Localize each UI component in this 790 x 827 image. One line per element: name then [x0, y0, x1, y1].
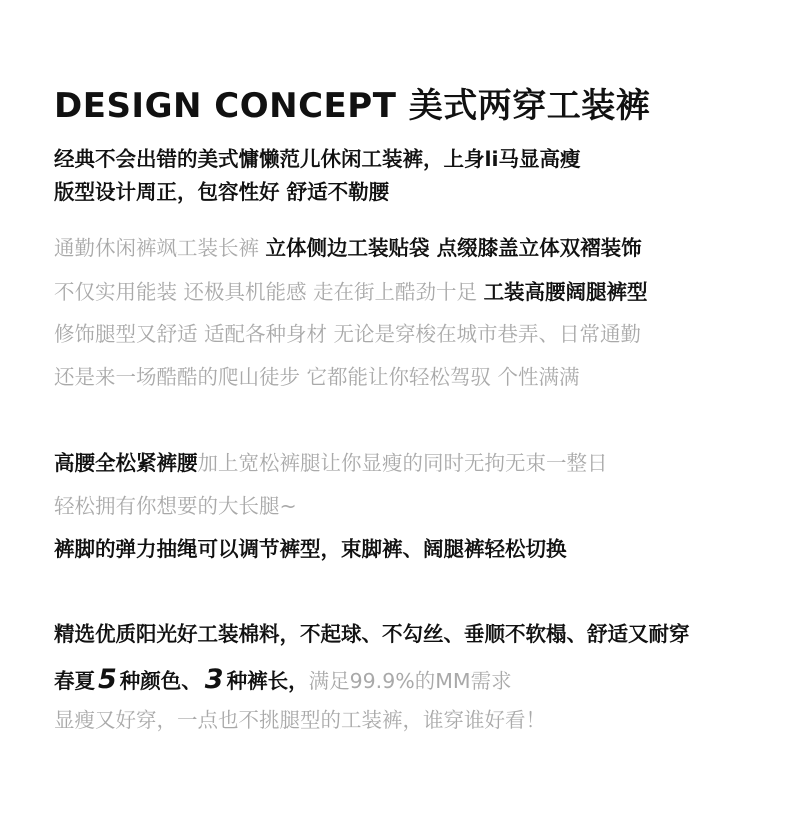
para1-line-2 [54, 278, 648, 306]
para2-line-3: 裤脚的弹力抽绳可以调节裤型，束脚裤、阔腿裤轻松切换 [54, 537, 567, 561]
lengths-label: 种裤长， [226, 669, 309, 693]
color-count: 5 [98, 664, 117, 695]
para1-line-1-bold: 立体侧边工装贴袋 点缀膝盖立体双褶装饰 [265, 236, 642, 260]
colors-label: 种颜色、 [119, 669, 202, 693]
satisfaction-text: 满足99.9%的MM需求 [308, 669, 512, 693]
para3-line-3: 显瘦又好穿，一点也不挑腿型的工装裤，谁穿谁好看！ [54, 708, 546, 732]
para2-line-1-gray: 加上宽松裤腿让你显瘦的同时无拘无束一整日 [197, 451, 608, 475]
para1-line-3: 修饰腿型又舒适 适配各种身材 无论是穿梭在城市巷弄、日常通勤 [54, 322, 642, 346]
para2-line-1 [54, 449, 608, 477]
para1-line-1 [54, 234, 642, 262]
page-title: DESIGN CONCEPT 美式两穿工装裤 [54, 86, 651, 126]
para1-line-1-gray: 通勤休闲裤飒工装长裤 [54, 236, 266, 260]
para2-line-2: 轻松拥有你想要的大长腿~ [54, 494, 297, 518]
intro-line-1: 经典不会出错的美式慵懒范儿休闲工装裤，上身li马显高瘦 [54, 147, 581, 171]
length-count: 3 [204, 664, 224, 695]
para1-line-2-bold: 工装高腰阔腿裤型 [483, 280, 648, 304]
para2-line-1-bold: 高腰全松紧裤腰 [54, 451, 198, 475]
para3-line-1: 精选优质阳光好工装棉料，不起球、不勾丝、垂顺不软榻、舒适又耐穿 [54, 622, 690, 646]
spring-summer-label: 春夏 [54, 669, 95, 693]
para1-line-4: 还是来一场酷酷的爬山徒步 它都能让你轻松驾驭 个性满满 [54, 365, 580, 389]
intro-line-2: 版型设计周正，包容性好 舒适不勒腰 [54, 180, 390, 204]
para3-line-2 [54, 666, 512, 695]
para1-line-2-gray: 不仅实用能装 还极具机能感 走在街上酷劲十足 [54, 280, 484, 304]
